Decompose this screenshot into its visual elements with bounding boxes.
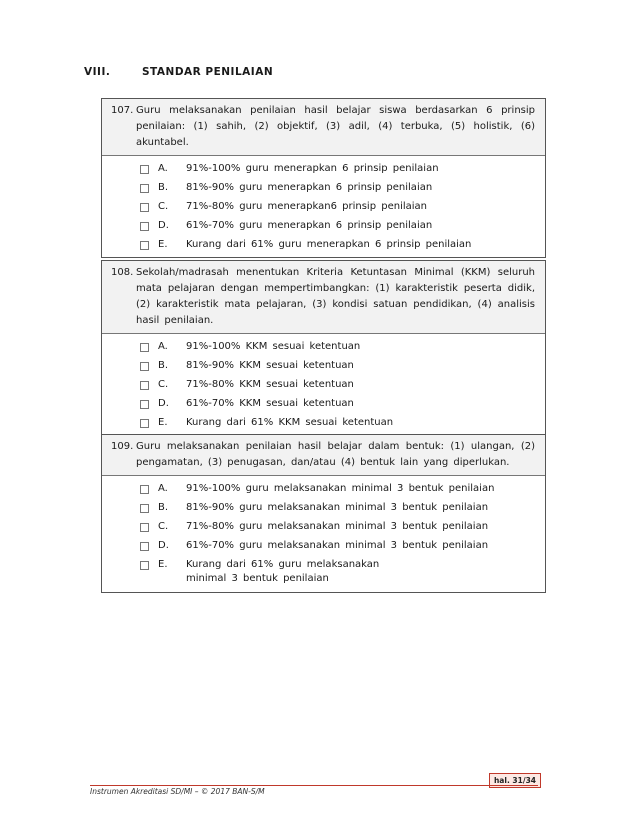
option-a[interactable] [102, 479, 545, 498]
checkbox[interactable] [140, 485, 149, 494]
option-e[interactable] [102, 235, 545, 254]
footer-divider [90, 785, 538, 786]
checkbox[interactable] [140, 165, 149, 174]
page-number: hal. 31/34 [489, 773, 541, 788]
checkbox[interactable] [140, 561, 149, 570]
checkbox[interactable] [140, 222, 149, 231]
question-number: 107. [111, 105, 134, 116]
option-d[interactable] [102, 394, 545, 413]
checkbox[interactable] [140, 523, 149, 532]
option-letter: D. [158, 398, 169, 409]
question-header [102, 435, 545, 476]
option-letter: E. [158, 559, 168, 570]
option-letter: E. [158, 417, 168, 428]
option-e[interactable] [102, 555, 545, 589]
question-header [102, 261, 545, 334]
option-d[interactable] [102, 536, 545, 555]
option-text: 81%-90% KKM sesuai ketentuan [186, 360, 354, 371]
option-letter: B. [158, 360, 169, 371]
option-text: 91%-100% guru menerapkan 6 prinsip penilaian [186, 163, 439, 174]
checkbox[interactable] [140, 400, 149, 409]
option-letter: D. [158, 220, 169, 231]
option-letter: C. [158, 379, 169, 390]
option-text: 71%-80% guru melaksanakan minimal 3 bentuk penilaian [186, 521, 489, 532]
option-text: 61%-70% guru menerapkan 6 prinsip penilaian [186, 220, 433, 231]
option-letter: C. [158, 521, 169, 532]
checkbox[interactable] [140, 184, 149, 193]
question-108 [101, 260, 546, 436]
option-b[interactable] [102, 498, 545, 517]
option-e[interactable] [102, 413, 545, 432]
option-c[interactable] [102, 375, 545, 394]
option-letter: B. [158, 182, 169, 193]
option-text: 91%-100% KKM sesuai ketentuan [186, 341, 361, 352]
option-letter: A. [158, 341, 168, 352]
option-text: Kurang dari 61% KKM sesuai ketentuan [186, 417, 394, 428]
question-107 [101, 98, 546, 258]
checkbox[interactable] [140, 343, 149, 352]
checkbox[interactable] [140, 381, 149, 390]
option-text: 81%-90% guru melaksanakan minimal 3 bentuk penilaian [186, 502, 489, 513]
option-letter: C. [158, 201, 169, 212]
option-c[interactable] [102, 197, 545, 216]
option-text: 71%-80% guru menerapkan6 prinsip penilaian [186, 201, 428, 212]
option-letter: A. [158, 163, 168, 174]
checkbox[interactable] [140, 542, 149, 551]
question-109 [101, 434, 546, 593]
question-text: Guru melaksanakan penilaian hasil belajar dalam bentuk: (1) ulangan, (2) pengamatan, (3) penugasan, dan/atau (4) bentuk lain yang diperlukan. [136, 441, 535, 468]
option-text: Kurang dari 61% guru menerapkan 6 prinsip penilaian [186, 239, 472, 250]
checkbox[interactable] [140, 419, 149, 428]
question-text: Sekolah/madrasah menentukan Kriteria Ketuntasan Minimal (KKM) seluruh mata pelajaran dengan mempertimbangkan: (1) karakteristik peserta didik, (2) karakteristik mata pelajaran, (3) kondisi satuan pendidikan, (4) analisis hasil penilaian. [136, 267, 535, 326]
section-title: STANDAR PENILAIAN [142, 66, 274, 78]
question-number: 108. [111, 267, 134, 278]
option-text: Kurang dari 61% guru melaksanakan minimal 3 bentuk penilaian [186, 559, 380, 584]
option-letter: B. [158, 502, 169, 513]
option-text: 81%-90% guru menerapkan 6 prinsip penilaian [186, 182, 433, 193]
option-b[interactable] [102, 178, 545, 197]
section-heading [84, 66, 273, 78]
checkbox[interactable] [140, 241, 149, 250]
option-letter: E. [158, 239, 168, 250]
option-d[interactable] [102, 216, 545, 235]
footer-text: Instrumen Akreditasi SD/MI – © 2017 BAN-S/M [90, 787, 265, 796]
option-text: 61%-70% KKM sesuai ketentuan [186, 398, 354, 409]
checkbox[interactable] [140, 504, 149, 513]
option-a[interactable] [102, 159, 545, 178]
option-text: 71%-80% KKM sesuai ketentuan [186, 379, 354, 390]
question-header [102, 99, 545, 156]
option-letter: D. [158, 540, 169, 551]
checkbox[interactable] [140, 362, 149, 371]
option-text: 91%-100% guru melaksanakan minimal 3 bentuk penilaian [186, 483, 495, 494]
option-a[interactable] [102, 337, 545, 356]
option-b[interactable] [102, 356, 545, 375]
checkbox[interactable] [140, 203, 149, 212]
option-c[interactable] [102, 517, 545, 536]
section-number: VIII. [84, 66, 111, 78]
option-text: 61%-70% guru melaksanakan minimal 3 bentuk penilaian [186, 540, 489, 551]
question-number: 109. [111, 441, 134, 452]
option-letter: A. [158, 483, 168, 494]
question-text: Guru melaksanakan penilaian hasil belajar siswa berdasarkan 6 prinsip penilaian: (1) sahih, (2) objektif, (3) adil, (4) terbuka, (5) holistik, (6) akuntabel. [136, 105, 535, 148]
